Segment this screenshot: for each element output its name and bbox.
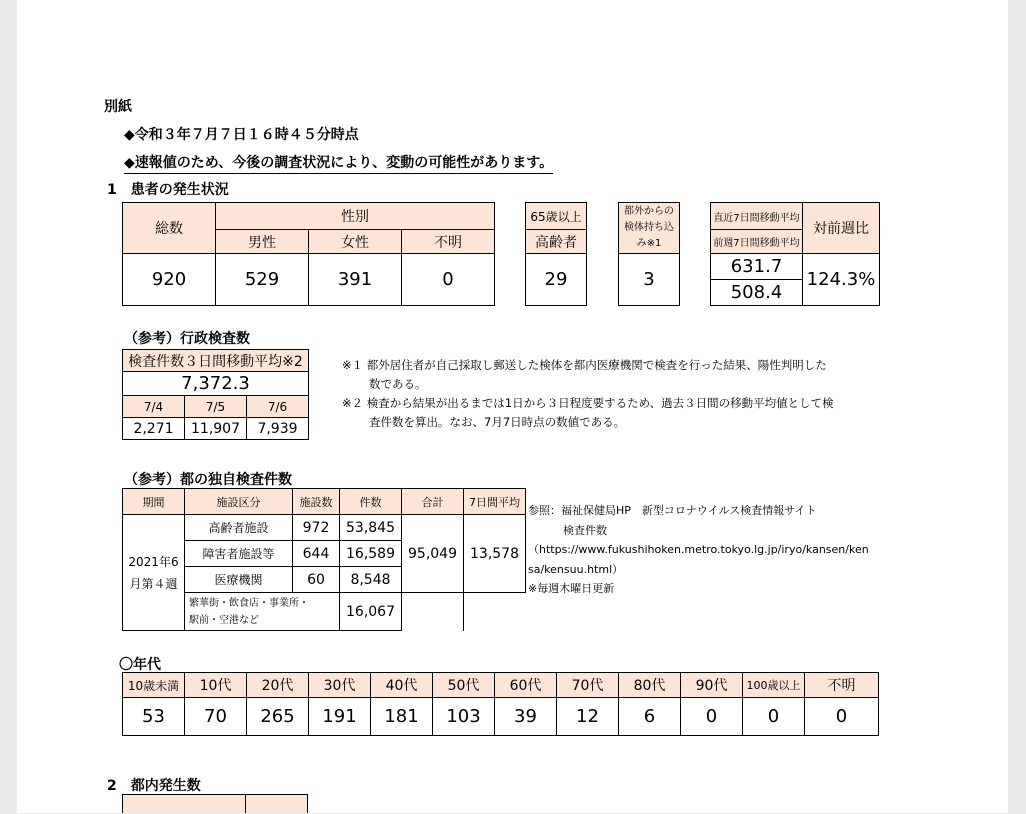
age-value: 70 [185,698,247,736]
facility-count: 972 [293,515,340,541]
age-value: 103 [433,698,495,736]
age-value: 12 [557,698,619,736]
age-label: 不明 [805,673,879,698]
time-point: ◆令和３年７月７日１６時４５分時点 [124,127,359,143]
prev-avg-value: 508.4 [711,280,803,306]
age-value: 191 [309,698,371,736]
notes [342,356,834,432]
facility-count: 644 [293,541,340,567]
disclaimer: ◆速報値のため、今後の調査状況により、変動の可能性があります。 [124,152,553,174]
section2-table-partial-col2 [246,794,308,813]
total-label: 総数 [123,203,216,254]
outside-table [618,202,680,306]
male-value: 529 [216,254,309,306]
ratio-value: 124.3% [803,254,880,306]
section2-heading: 2 都内発生数 [107,778,201,794]
age-value: 0 [681,698,743,736]
age-label: 70代 [557,673,619,698]
age-label: 20代 [247,673,309,698]
tokyo-tests-heading: （参考）都の独自検査件数 [124,472,292,488]
admin-date: 7/4 [123,396,185,418]
prev-avg-label: 前週7日間移動平均 [711,230,803,254]
elderly-value: 29 [526,254,587,306]
facility-category: 障害者施設等 [185,541,293,567]
age-value: 181 [371,698,433,736]
outside-label-line2: 検体持ち込 [624,222,674,233]
moving-avg-table [710,202,880,306]
elderly-label2: 高齢者 [526,230,587,254]
female-value: 391 [309,254,402,306]
age-label: 40代 [371,673,433,698]
age-label: 60代 [495,673,557,698]
ratio-label: 対前週比 [803,203,880,254]
misc-category-line1: 繁華街・飲食店・事業所・ [189,597,309,609]
col-header: 期間 [123,489,185,515]
facility-category: 高齢者施設 [185,515,293,541]
empty-cell [402,593,464,631]
ref-line4: sa/kensuu.html） [528,562,624,576]
age-label: 80代 [619,673,681,698]
col-header: 件数 [340,489,402,515]
age-label: 100歳以上 [743,673,805,698]
age-table [122,672,879,736]
reference-text [528,501,869,599]
age-label: 30代 [309,673,371,698]
admin-avg-value: 7,372.3 [123,372,309,396]
section1-heading: 1 患者の発生状況 [107,182,229,198]
col-header: 施設数 [293,489,340,515]
note2-line1: ※２ 検査から結果が出るまでは1日から３日程度要するため、過去３日間の移動平均値として検 [342,396,834,410]
test-count: 16,067 [340,593,402,631]
test-count: 16,589 [340,541,402,567]
empty-cell [464,593,526,631]
document-page [17,0,1008,813]
age-label: 10代 [185,673,247,698]
age-label: 90代 [681,673,743,698]
total-value: 920 [123,254,216,306]
age-value: 0 [743,698,805,736]
age-label: 50代 [433,673,495,698]
sex-label: 性別 [216,203,495,230]
outside-value: 3 [619,254,680,306]
unknown-label: 不明 [402,230,495,254]
outside-label-line3: み※1 [636,238,662,249]
col-header: 7日間平均 [464,489,526,515]
recent-avg-label: 直近7日間移動平均 [711,203,803,230]
admin-value: 2,271 [123,418,185,440]
unknown-value: 0 [402,254,495,306]
admin-date: 7/5 [185,396,247,418]
admin-value: 11,907 [185,418,247,440]
outside-label-line1: 都外からの [624,206,674,217]
note1-line1: ※１ 都外居住者が自己採取し郵送した検体を都内医療機関で検査を行った結果、陽性判明した [342,358,827,372]
test-count: 53,845 [340,515,402,541]
period-line1: 2021年6 [128,554,179,569]
admin-avg-label: 検査件数３日間移動平均※2 [123,350,309,372]
outside-label [619,203,680,254]
female-label: 女性 [309,230,402,254]
elderly-label1: 65歳以上 [526,203,587,230]
facility-count: 60 [293,567,340,593]
age-value: 0 [805,698,879,736]
test-count: 8,548 [340,567,402,593]
age-value: 265 [247,698,309,736]
admin-tests-heading: （参考）行政検査数 [124,331,250,347]
admin-tests-table [122,349,309,440]
admin-value: 7,939 [247,418,309,440]
misc-category-line2: 駅前・空港など [189,614,259,626]
facility-category: 医療機関 [185,567,293,593]
age-value: 53 [123,698,185,736]
patient-table [122,202,495,306]
period-line2: 月第４週 [129,576,178,591]
note1-line2: 数である。 [369,377,427,391]
tests-7day-avg: 13,578 [464,515,526,593]
col-header: 施設区分 [185,489,293,515]
note2-line2: 査件数を算出。なお、7月7日時点の数値である。 [369,415,626,429]
recent-avg-value: 631.7 [711,254,803,280]
age-heading: 〇年代 [119,657,161,673]
period-cell [123,515,185,631]
ref-line5: ※毎週木曜日更新 [528,582,615,595]
tokyo-tests-table [122,488,526,631]
elderly-table [525,202,587,306]
section2-table-partial [122,794,246,813]
col-header: 合計 [402,489,464,515]
tests-total: 95,049 [402,515,464,593]
ref-line2: 検査件数 [563,523,607,537]
age-value: 39 [495,698,557,736]
male-label: 男性 [216,230,309,254]
misc-category [185,593,340,631]
doc-title: 別紙 [104,99,132,115]
ref-line1: 参照：福祉保健局HP 新型コロナウイルス検査情報サイト [528,504,817,517]
ref-line3: （https://www.fukushihoken.metro.tokyo.lg.jp/iryo/kansen/ken [528,543,869,556]
admin-date: 7/6 [247,396,309,418]
age-label: 10歳未満 [123,673,185,698]
age-value: 6 [619,698,681,736]
